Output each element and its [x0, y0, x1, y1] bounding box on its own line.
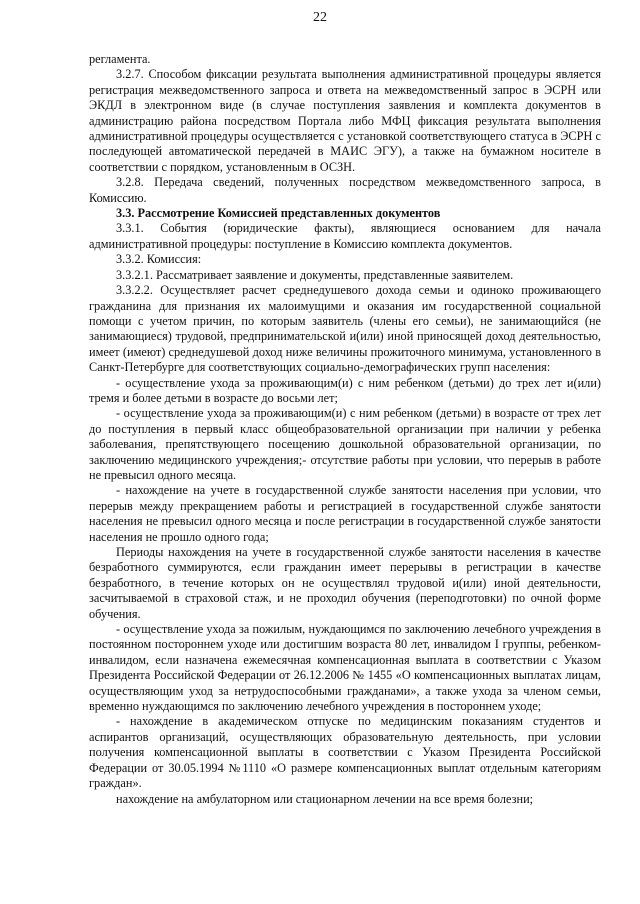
- paragraph: 3.3.1. События (юридические факты), являющиеся основанием для начала административной процедуры: поступление в Комиссию комплекта документов.: [89, 221, 601, 251]
- page-number: 22: [313, 10, 327, 25]
- list-item: - осуществление ухода за пожилым, нуждающимся по заключению лечебного учреждения в постоянном постороннем уходе или достигшим возраста 80 лет, инвалидом I группы, ребенком-инвалидом, если назначена ежемесячная компенсационная выплата в соответствии с Указом Президента Российской Федерации от 26.12.2006 № 1455 «О компенсационных выплатах лицам, осуществляющим уход за нетрудоспособными гражданами», а также ухода за членом семьи, временно нуждающимся по заключению лечебного учреждения в постороннем уходе;: [89, 622, 601, 714]
- paragraph: 3.2.7. Способом фиксации результата выполнения административной процедуры является регистрация межведомственного запроса и ответа на межведомственный запрос в ЭСРН или ЭКДЛ в электронном виде (в случае поступления заявления и комплекта документов в администрацию района посредством Портала либо МФЦ фиксация результата выполнения административной процедуры осуществляется с установкой соответствующего статуса в ЭСРН с последующей автоматической передачей в МАИС ЭГУ), а также на бумажном носителе в соответствии с порядком, установленным в ОСЗН.: [89, 67, 601, 174]
- paragraph: 3.3.2.2. Осуществляет расчет среднедушевого дохода семьи и одиноко проживающего гражданина для признания их малоимущими и оказания им государственной социальной помощи с учетом причин, по которым заявитель (члены его семьи), не занимающийся (не занимающиеся) трудовой, предпринимательской и(или) иной приносящей доход деятельностью, имеет (имеют) среднедушевой доход ниже величины прожиточного минимума, установленного в Санкт-Петербурге для соответствующих социально-демографических групп населения:: [89, 283, 601, 375]
- paragraph: 3.3.2.1. Рассматривает заявление и документы, представленные заявителем.: [116, 267, 514, 282]
- paragraph: регламента.: [89, 52, 151, 66]
- paragraph: Периоды нахождения на учете в государственной службе занятости населения в качестве безработного суммируются, если гражданин имеет перерывы в регистрации в качестве безработного, в течение которых он не осуществлял трудовой и(или) иной деятельности, засчитываемой в страховой стаж, и не проходил обучения (переподготовки) по очной форме обучения.: [89, 545, 601, 621]
- paragraph: 3.3.2. Комиссия:: [116, 252, 202, 267]
- document-body: [89, 52, 601, 807]
- list-item: - нахождение на учете в государственной службе занятости населения при условии, что перерыв между прекращением работы и регистрацией в государственной службе занятости населения не превысил одного месяца и после регистрации в государственной службе занятости населения не прошло одного года;: [89, 483, 601, 544]
- paragraph: 3.2.8. Передача сведений, полученных посредством межведомственного запроса, в Комиссию.: [89, 175, 601, 205]
- list-item: - нахождение в академическом отпуске по медицинским показаниям студентов и аспирантов организаций, осуществляющих образовательную деятельность, при условии получения компенсационной выплаты в соответствии с Указом Президента Российской Федерации от 30.05.1994 №1110 «О размере компенсационных выплат отдельным категориям граждан».: [89, 714, 601, 791]
- list-item: нахождение на амбулаторном или стационарном лечении на все время болезни;: [116, 791, 534, 806]
- list-item: - осуществление ухода за проживающим(и) с ним ребенком (детьми) до трех лет и(или) тремя и более детьми в возрасте до восьми лет;: [89, 375, 601, 405]
- list-item: - осуществление ухода за проживающим(и) с ним ребенком (детьми) в возрасте от трех лет до поступления в первый класс общеобразовательной организации при наличии у ребенка заболевания, препятствующего посещению дошкольной образовательной организации, по заключению медицинского учреждения;- отсутствие работы при условии, что перерыв в работе не превысил одного месяца.: [89, 406, 601, 482]
- section-heading: 3.3. Рассмотрение Комиссией представленных документов: [116, 206, 441, 221]
